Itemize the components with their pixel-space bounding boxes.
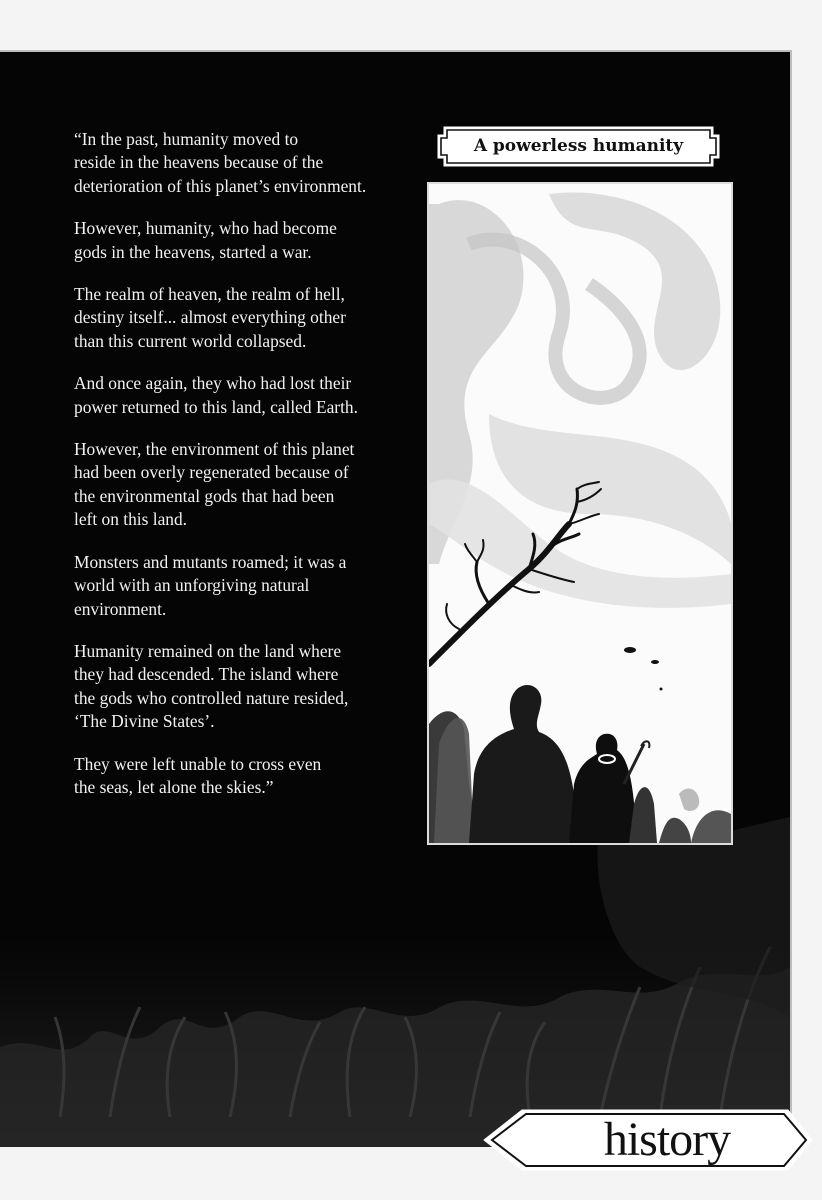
story-text — [74, 128, 419, 818]
paragraph-4: And once again, they who had lost their power returned to this land, called Earth. — [74, 373, 358, 417]
sky-scene-image — [429, 184, 731, 843]
paragraph-1: “In the past, humanity moved to reside in the heavens because of the deterioration of this planet’s environment. — [74, 129, 367, 196]
paragraph-6: Monsters and mutants roamed; it was a world with an unforgiving natural environment. — [74, 551, 347, 619]
grass-silhouette — [0, 817, 790, 1147]
chapter-label: history — [603, 1113, 731, 1166]
paragraph-7: Humanity remained on the land where they had descended. The island where the gods who controlled nature resided, ‘The Divine States’. — [74, 640, 349, 732]
paragraph-5: However, the environment of this planet had been overly regenerated because of the environmental gods that had been left on this land. — [74, 439, 355, 530]
paragraph-3: The realm of heaven, the realm of hell, destiny itself... almost everything other than this current world collapsed. — [74, 284, 346, 351]
illustration-panel — [427, 182, 733, 845]
paragraph-8: They were left unable to cross even the seas, let alone the skies.” — [74, 753, 322, 797]
paragraph-2: However, humanity, who had become gods in the heavens, started a war. — [74, 218, 337, 262]
section-title: A powerless humanity — [473, 136, 684, 156]
chapter-tab — [482, 1108, 814, 1172]
section-title-box — [436, 123, 721, 170]
